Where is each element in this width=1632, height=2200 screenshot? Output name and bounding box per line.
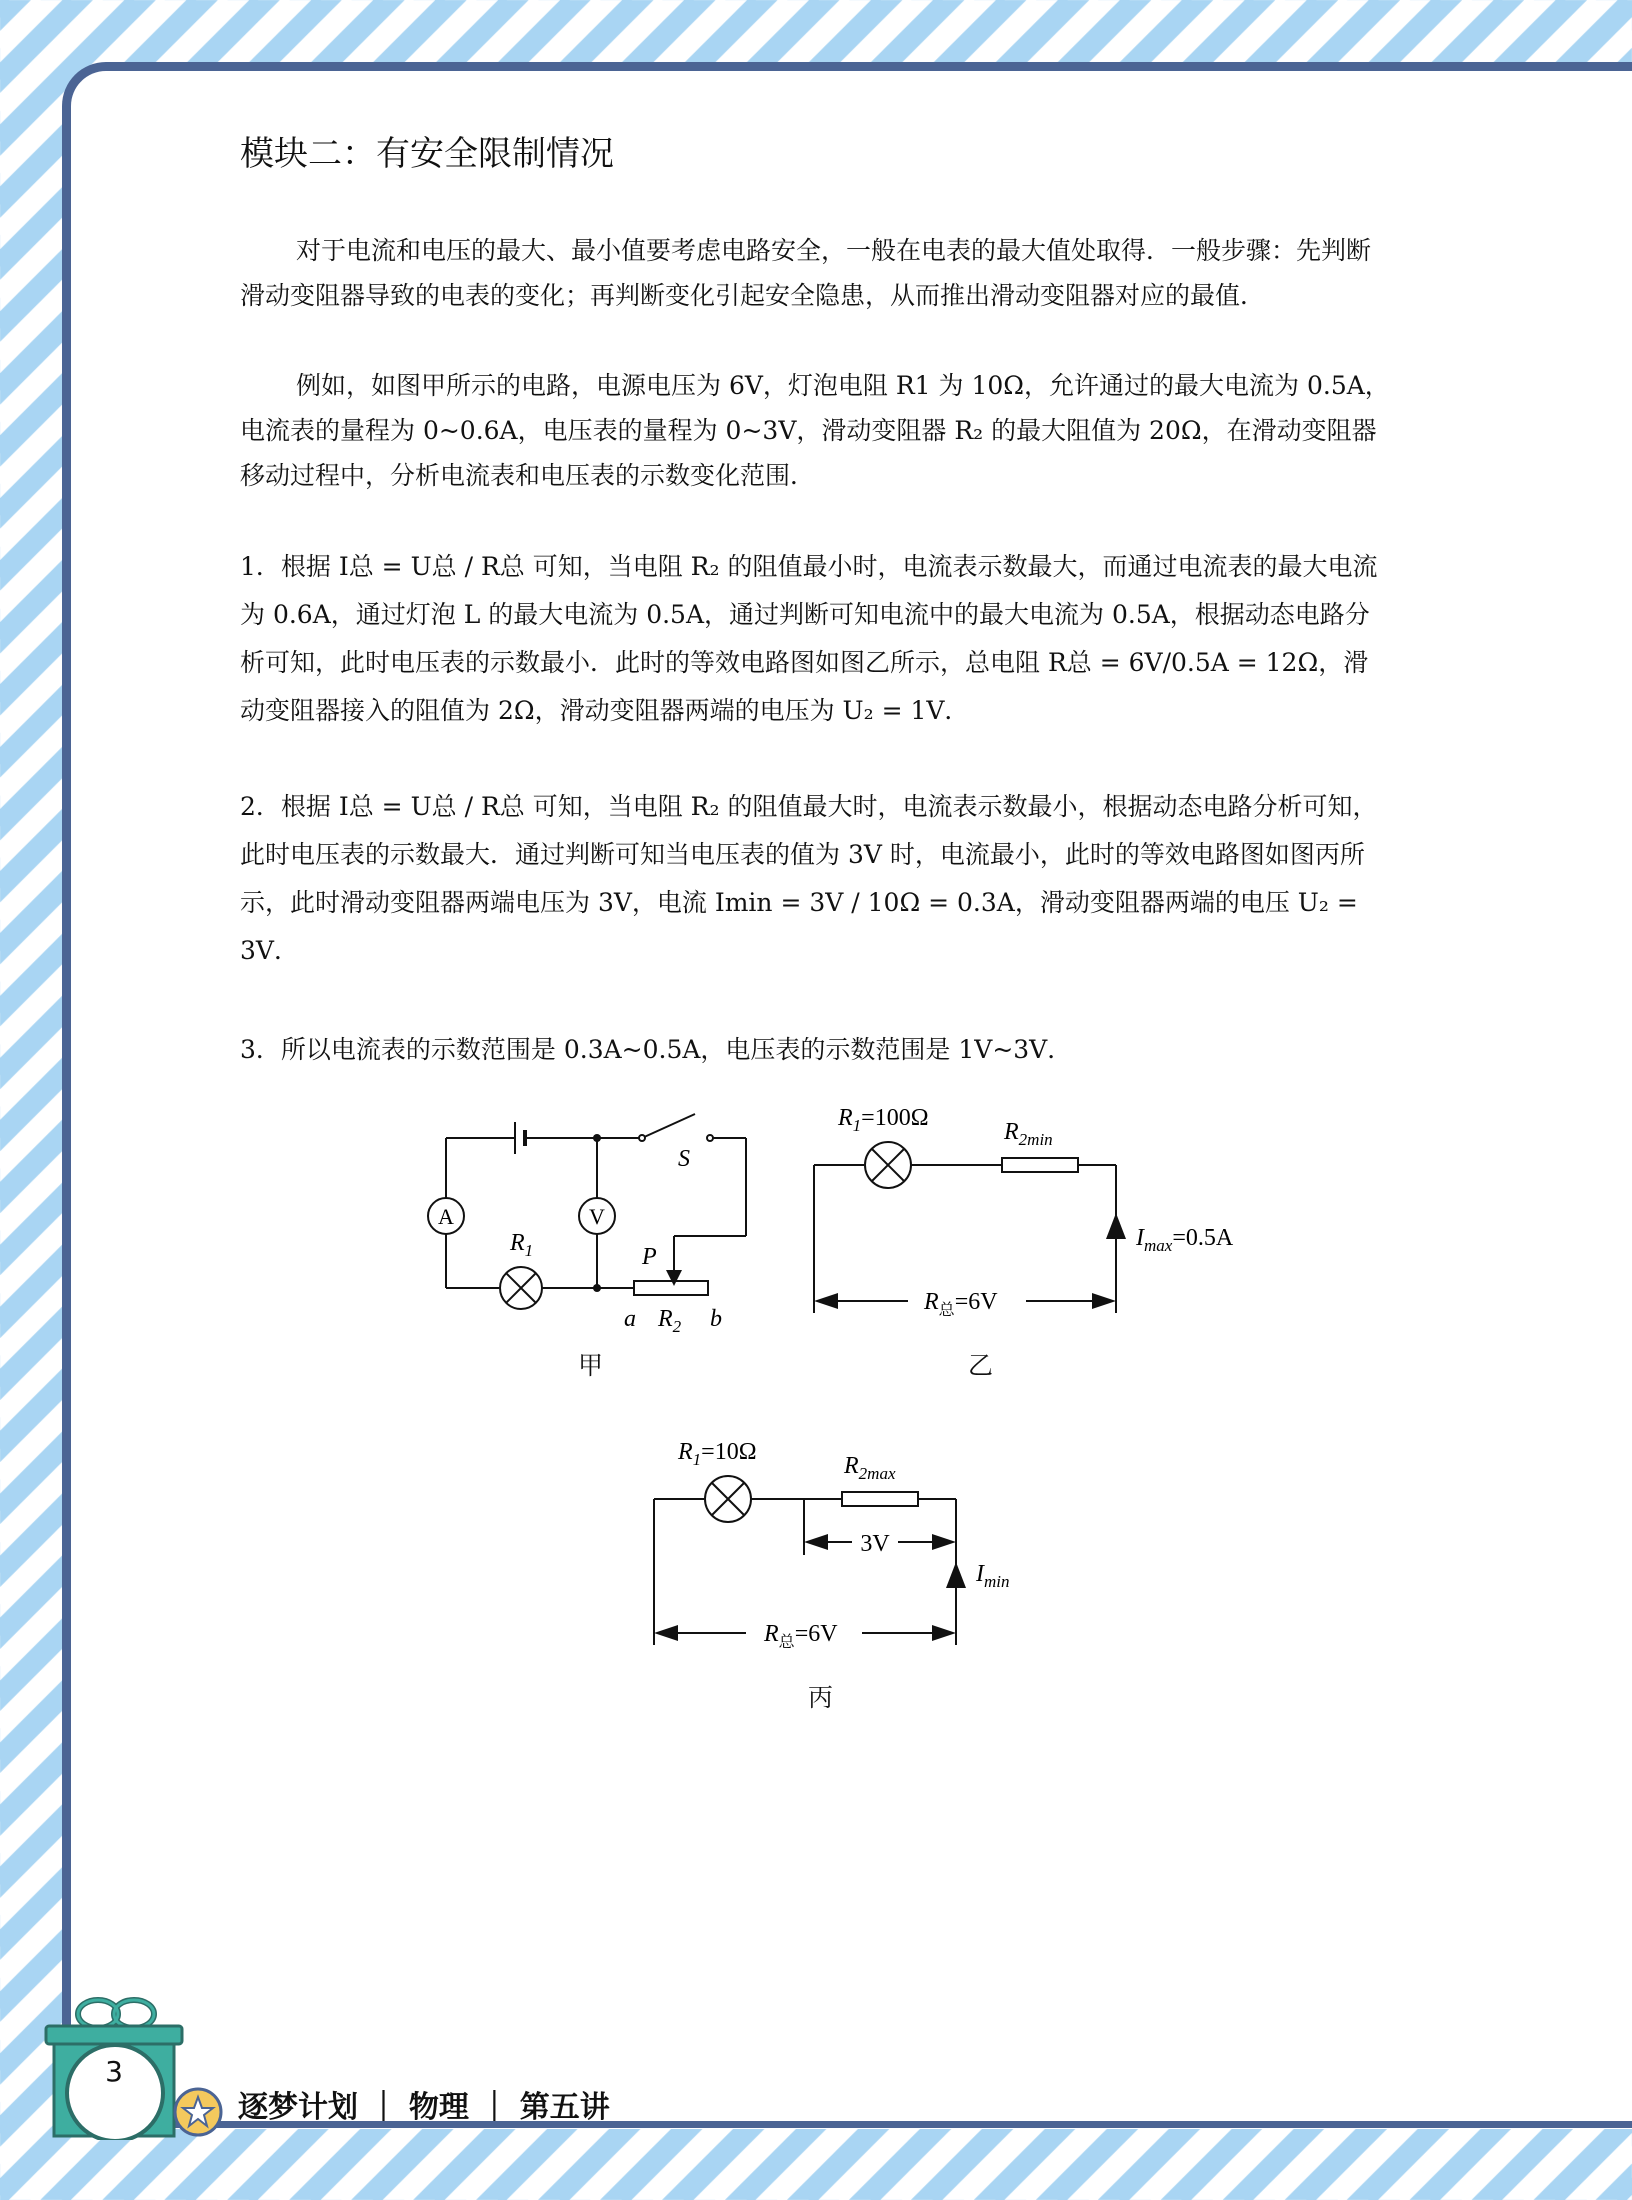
yi-total-label: $R_总=6V$ — [924, 1289, 998, 1319]
caption-yi: 乙 — [968, 1351, 994, 1380]
section-heading: 模块二：有安全限制情况 — [240, 134, 614, 174]
page-number: 3 — [105, 2055, 123, 2088]
switch-label: S — [678, 1146, 690, 1172]
slider-label: P — [642, 1244, 657, 1270]
yi-current-label: $I_{max}=0.5A$ — [1136, 1225, 1234, 1255]
lamp-label: $R_1$ — [510, 1230, 534, 1260]
bing-voltage-label: 3V — [860, 1531, 890, 1557]
step-2: 2．根据 I总 = U总 / R总 可知，当电阻 R₂ 的阻值最大时，电流表示数最小，根据动态电路分析可知，此时电压表的示数最大．通过判断可知当电压表的值为 3V 时，电流最小，此时的等效电路图如图丙所示，此时滑动变阻器两端电压为 3V，电流 Imin = 3V / 10Ω = 0.3A，滑动变阻器两端的电压 U₂ = 3V． — [240, 792, 1378, 965]
circuit-figure-yi — [800, 1095, 1270, 1325]
voltmeter-label: V — [589, 1204, 605, 1229]
bing-total-label: $R_总=6V$ — [764, 1621, 838, 1651]
intro-paragraph-2: 例如，如图甲所示的电路，电源电压为 6V，灯泡电阻 R1 为 10Ω，允许通过的最大电流为 0.5A，电流表的量程为 0~0.6A，电压表的量程为 0~3V，滑动变阻器 R₂ 的最大阻值为 20Ω，在滑动变阻器移动过程中，分析电流表和电压表的示数变化范围． — [240, 371, 1390, 490]
star-badge-icon — [172, 2086, 224, 2138]
bing-resistor-label: $R_{2max}$ — [844, 1453, 896, 1483]
yi-resistor-label: $R_{2min}$ — [1004, 1119, 1053, 1149]
yi-lamp-label: $R_1=100\Omega$ — [838, 1105, 929, 1135]
caption-bing: 丙 — [808, 1683, 834, 1712]
caption-jia: 甲 — [578, 1351, 604, 1380]
bing-current-label: $I_{min}$ — [976, 1561, 1010, 1591]
step-3: 3．所以电流表的示数范围是 0.3A~0.5A，电压表的示数范围是 1V~3V． — [240, 1035, 1073, 1064]
end-a-label: a — [624, 1306, 636, 1332]
ammeter-label: A — [438, 1204, 454, 1229]
rheostat-label: $R_2$ — [658, 1306, 682, 1336]
end-b-label: b — [710, 1306, 722, 1332]
circuit-figure-bing — [640, 1425, 1060, 1655]
step-1: 1．根据 I总 = U总 / R总 可知，当电阻 R₂ 的阻值最小时，电流表示数最大，而通过电流表的最大电流为 0.6A，通过灯泡 L 的最大电流为 0.5A，通过判断可知电流中的最大电流为 0.5A，根据动态电路分析可知，此时电压表的示数最小．此时的等效电路图如图乙所示，总电阻 R总 = 6V/0.5A = 12Ω，滑动变阻器接入的阻值为 2Ω，滑动变阻器两端的电压为 U₂ = 1V． — [240, 552, 1378, 725]
bing-lamp-label: $R_1=10\Omega$ — [678, 1439, 757, 1469]
circuit-figure-jia — [410, 1100, 770, 1340]
footer-course-title: 逐梦计划 ｜ 物理 ｜ 第五讲 — [238, 2090, 610, 2125]
intro-paragraph-1: 对于电流和电压的最大、最小值要考虑电路安全，一般在电表的最大值处取得．一般步骤：先判断滑动变阻器导致的电表的变化；再判断变化引起安全隐患，从而推出滑动变阻器对应的最值． — [240, 236, 1372, 310]
